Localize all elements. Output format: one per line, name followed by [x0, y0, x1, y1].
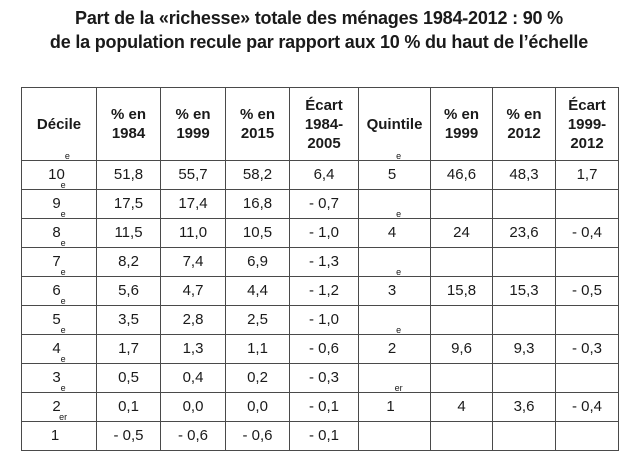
- document-title: [0, 6, 638, 54]
- ecart-1999-2012-cell: [556, 364, 619, 393]
- ecart-1999-2012-cell: [556, 422, 619, 451]
- table-row: [22, 161, 619, 190]
- quintile-cell: [359, 248, 431, 277]
- pct-1984-cell: 3,5: [97, 306, 161, 335]
- decile-cell: [22, 296, 97, 335]
- ordinal-number: 5: [52, 311, 61, 328]
- ordinal-suffix: e: [60, 238, 66, 248]
- header-quintile: Quintile: [359, 88, 431, 161]
- decile-cell: [22, 151, 97, 190]
- ordinal-number: 7: [52, 253, 61, 270]
- header-pct-1999: % en 1999: [161, 88, 226, 161]
- pct-2015-cell: 0,0: [226, 393, 290, 422]
- quintile-cell: [359, 267, 431, 306]
- quintile-pct-1999-cell: 4: [431, 393, 493, 422]
- pct-2015-cell: 0,2: [226, 364, 290, 393]
- pct-2015-cell: 58,2: [226, 161, 290, 190]
- ecart-1999-2012-cell: - 0,4: [556, 219, 619, 248]
- ordinal-number: 2: [387, 340, 397, 357]
- quintile-pct-1999-cell: [431, 248, 493, 277]
- ordinal-number: 6: [52, 282, 61, 299]
- quintile-pct-2012-cell: [493, 306, 556, 335]
- quintile-pct-1999-cell: 46,6: [431, 161, 493, 190]
- ordinal-number: 1: [50, 427, 60, 444]
- decile-cell: [22, 412, 97, 451]
- table-row: [22, 248, 619, 277]
- header-row: [22, 88, 619, 161]
- ordinal-number: 1: [386, 398, 395, 415]
- ordinal-suffix: e: [396, 267, 402, 277]
- ecart-1999-2012-cell: [556, 190, 619, 219]
- ordinal-suffix: e: [396, 325, 402, 335]
- pct-1999-cell: 2,8: [161, 306, 226, 335]
- table-row: [22, 219, 619, 248]
- pct-1999-cell: 0,0: [161, 393, 226, 422]
- quintile-pct-2012-cell: 15,3: [493, 277, 556, 306]
- quintile-cell: [359, 306, 431, 335]
- ecart-1984-2005-cell: - 0,7: [290, 190, 359, 219]
- quintile-pct-2012-cell: [493, 364, 556, 393]
- quintile-cell: [359, 151, 431, 190]
- pct-1984-cell: 0,1: [97, 393, 161, 422]
- ordinal-suffix: e: [60, 267, 66, 277]
- ordinal-number: 3: [52, 369, 61, 386]
- title-line-2: de la population recule par rapport aux 10 % du haut de l’échelle: [49, 32, 589, 52]
- ecart-1984-2005-cell: - 1,3: [290, 248, 359, 277]
- ordinal-suffix: e: [60, 296, 66, 306]
- quintile-pct-1999-cell: [431, 306, 493, 335]
- quintile-pct-2012-cell: [493, 190, 556, 219]
- pct-1984-cell: 17,5: [97, 190, 161, 219]
- pct-2015-cell: 1,1: [226, 335, 290, 364]
- pct-2015-cell: 10,5: [226, 219, 290, 248]
- table-row: [22, 364, 619, 393]
- header-pct-2015: % en 2015: [226, 88, 290, 161]
- pct-1999-cell: 17,4: [161, 190, 226, 219]
- decile-cell: [22, 267, 97, 306]
- ordinal-suffix: e: [60, 325, 66, 335]
- header-quintile-pct-1999: % en 1999: [431, 88, 493, 161]
- ordinal-suffix: e: [60, 383, 66, 393]
- decile-cell: [22, 180, 97, 219]
- ecart-1984-2005-cell: - 0,6: [290, 335, 359, 364]
- header-decile: Décile: [22, 88, 97, 161]
- quintile-cell: [359, 325, 431, 364]
- pct-1999-cell: 4,7: [161, 277, 226, 306]
- ecart-1984-2005-cell: - 1,0: [290, 306, 359, 335]
- ordinal-number: 4: [387, 224, 397, 241]
- pct-1984-cell: 0,5: [97, 364, 161, 393]
- pct-2015-cell: 6,9: [226, 248, 290, 277]
- ecart-1999-2012-cell: - 0,4: [556, 393, 619, 422]
- pct-1999-cell: 11,0: [161, 219, 226, 248]
- title-line-1: Part de la «richesse» totale des ménages 1984-2012 : 90 %: [75, 8, 563, 28]
- quintile-pct-2012-cell: 23,6: [493, 219, 556, 248]
- ecart-1999-2012-cell: - 0,5: [556, 277, 619, 306]
- pct-2015-cell: 2,5: [226, 306, 290, 335]
- quintile-cell: [359, 383, 431, 422]
- quintile-pct-2012-cell: 9,3: [493, 335, 556, 364]
- ordinal-suffix: e: [60, 209, 66, 219]
- ecart-1984-2005-cell: 6,4: [290, 161, 359, 190]
- quintile-pct-2012-cell: [493, 422, 556, 451]
- ecart-1984-2005-cell: - 0,1: [290, 393, 359, 422]
- header-pct-1984: % en 1984: [97, 88, 161, 161]
- ecart-1984-2005-cell: - 0,3: [290, 364, 359, 393]
- table-row: [22, 277, 619, 306]
- table-row: [22, 422, 619, 451]
- ordinal-number: 9: [52, 195, 61, 212]
- ordinal-number: 4: [52, 340, 61, 357]
- table-body: [22, 151, 619, 451]
- pct-1984-cell: 51,8: [97, 161, 161, 190]
- ordinal-number: 8: [52, 224, 61, 241]
- decile-cell: [22, 354, 97, 393]
- pct-1999-cell: 0,4: [161, 364, 226, 393]
- ecart-1999-2012-cell: [556, 248, 619, 277]
- quintile-pct-1999-cell: [431, 422, 493, 451]
- pct-1999-cell: 1,3: [161, 335, 226, 364]
- ordinal-suffix: e: [60, 180, 66, 190]
- quintile-pct-2012-cell: [493, 248, 556, 277]
- ordinal-suffix: e: [60, 354, 66, 364]
- ordinal-number: 2: [52, 398, 61, 415]
- header-quintile-pct-2012: % en 2012: [493, 88, 556, 161]
- quintile-pct-1999-cell: [431, 190, 493, 219]
- ecart-1999-2012-cell: 1,7: [556, 161, 619, 190]
- table-row: [22, 335, 619, 364]
- pct-2015-cell: - 0,6: [226, 422, 290, 451]
- pct-1999-cell: - 0,6: [161, 422, 226, 451]
- ecart-1999-2012-cell: [556, 306, 619, 335]
- quintile-pct-2012-cell: 48,3: [493, 161, 556, 190]
- quintile-pct-1999-cell: 15,8: [431, 277, 493, 306]
- decile-cell: [22, 238, 97, 277]
- wealth-share-table: [21, 87, 619, 451]
- ordinal-suffix: e: [64, 151, 70, 161]
- pct-2015-cell: 16,8: [226, 190, 290, 219]
- header-ecart-1984-2005: Écart 1984- 2005: [290, 88, 359, 161]
- quintile-cell: [359, 422, 431, 451]
- pct-1999-cell: 7,4: [161, 248, 226, 277]
- quintile-cell: [359, 209, 431, 248]
- quintile-cell: [359, 190, 431, 219]
- table-row: [22, 306, 619, 335]
- ecart-1984-2005-cell: - 1,2: [290, 277, 359, 306]
- pct-2015-cell: 4,4: [226, 277, 290, 306]
- pct-1984-cell: 1,7: [97, 335, 161, 364]
- ecart-1999-2012-cell: - 0,3: [556, 335, 619, 364]
- table-row: [22, 190, 619, 219]
- ordinal-number: 3: [387, 282, 397, 299]
- pct-1984-cell: 5,6: [97, 277, 161, 306]
- ordinal-suffix: e: [396, 209, 402, 219]
- ordinal-number: 10: [48, 166, 65, 183]
- ecart-1984-2005-cell: - 1,0: [290, 219, 359, 248]
- quintile-pct-1999-cell: [431, 364, 493, 393]
- decile-cell: [22, 325, 97, 364]
- ecart-1984-2005-cell: - 0,1: [290, 422, 359, 451]
- pct-1999-cell: 55,7: [161, 161, 226, 190]
- pct-1984-cell: - 0,5: [97, 422, 161, 451]
- header-ecart-1999-2012: Écart 1999- 2012: [556, 88, 619, 161]
- table-row: [22, 393, 619, 422]
- ordinal-suffix: er: [394, 383, 403, 393]
- ordinal-suffix: er: [59, 412, 68, 422]
- decile-cell: [22, 209, 97, 248]
- quintile-pct-2012-cell: 3,6: [493, 393, 556, 422]
- pct-1984-cell: 8,2: [97, 248, 161, 277]
- quintile-pct-1999-cell: 9,6: [431, 335, 493, 364]
- quintile-pct-1999-cell: 24: [431, 219, 493, 248]
- pct-1984-cell: 11,5: [97, 219, 161, 248]
- ordinal-number: 5: [387, 166, 397, 183]
- ordinal-suffix: e: [396, 151, 402, 161]
